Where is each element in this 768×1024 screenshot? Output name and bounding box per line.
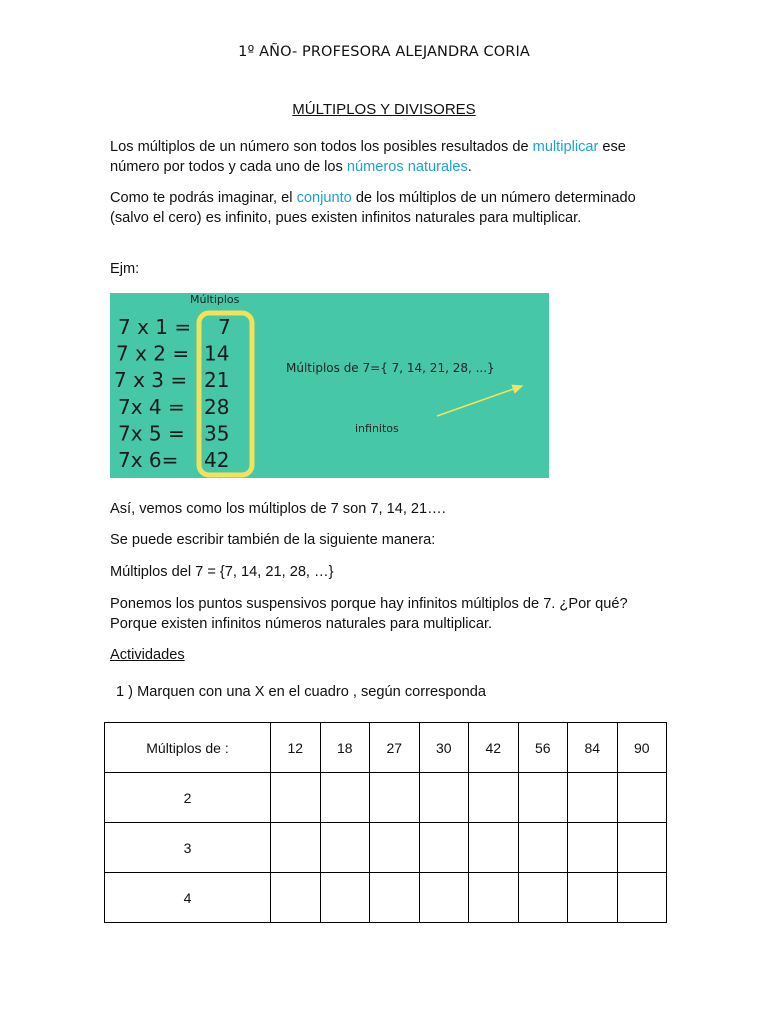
- document-title: MÚLTIPLOS Y DIVISORES: [292, 101, 476, 118]
- multiple-value: 7: [218, 315, 231, 339]
- paragraph-definition: [110, 137, 670, 177]
- answer-cell[interactable]: [419, 873, 469, 923]
- multiples-figure: [110, 293, 549, 478]
- answer-cell[interactable]: [568, 873, 618, 923]
- paragraph-text: ese número por todos y cada uno de los: [110, 139, 626, 175]
- multiplication-expression: 7 x 1 =: [118, 315, 192, 339]
- multiples-set-label: Múltiplos de 7={ 7, 14, 21, 28, ...}: [286, 361, 495, 375]
- answer-cell[interactable]: [271, 873, 321, 923]
- link-multiplicar[interactable]: multiplicar: [532, 139, 599, 155]
- answer-cell[interactable]: [320, 873, 370, 923]
- link-conjunto[interactable]: conjunto: [296, 190, 352, 206]
- paragraph-text: .: [467, 159, 472, 175]
- multiplication-expression: 7x 5 =: [118, 421, 185, 446]
- question-1: 1 ) Marquen con una X en el cuadro , según corresponda: [116, 684, 486, 700]
- answer-cell[interactable]: [419, 773, 469, 823]
- table-column-header: 30: [419, 723, 469, 773]
- activities-heading: Actividades: [110, 647, 185, 663]
- table-column-header: 27: [370, 723, 420, 773]
- multiple-value: 42: [204, 448, 230, 472]
- table-row-label: 2: [105, 773, 271, 823]
- table-row-label: 4: [105, 873, 271, 923]
- paragraph-conclusion: Así, vemos como los múltiplos de 7 son 7, 14, 21….: [110, 501, 446, 517]
- multiple-value: 28: [204, 394, 230, 419]
- answer-cell[interactable]: [469, 873, 519, 923]
- answer-cell[interactable]: [617, 823, 667, 873]
- multiplication-expression: 7x 4 =: [118, 394, 185, 419]
- answer-cell[interactable]: [568, 823, 618, 873]
- multiple-value: 21: [204, 368, 230, 393]
- answer-cell[interactable]: [320, 823, 370, 873]
- paragraph-text: Los múltiplos de un número son todos los posibles resultados de: [110, 139, 533, 155]
- table-column-header: 56: [518, 723, 568, 773]
- multiple-value: 14: [204, 341, 230, 366]
- table-column-header: 18: [320, 723, 370, 773]
- multiples-figure-svg: [110, 293, 549, 478]
- answer-cell[interactable]: [419, 823, 469, 873]
- figure-heading: Múltiplos: [190, 293, 240, 306]
- multiple-value: 35: [204, 421, 230, 446]
- table-column-header: 12: [271, 723, 321, 773]
- table-column-header: 84: [568, 723, 618, 773]
- table-row: [105, 823, 667, 873]
- answer-cell[interactable]: [518, 773, 568, 823]
- table-header-row: [105, 723, 667, 773]
- answer-cell[interactable]: [370, 773, 420, 823]
- answer-cell[interactable]: [617, 773, 667, 823]
- activity-table: [104, 722, 667, 923]
- paragraph-notation: Se puede escribir también de la siguiente manera:: [110, 532, 436, 548]
- answer-cell[interactable]: [370, 823, 420, 873]
- arrow-icon: [437, 386, 522, 416]
- multiplication-expression: 7x 6=: [118, 448, 179, 472]
- answer-cell[interactable]: [518, 873, 568, 923]
- paragraph-set: Múltiplos del 7 = {7, 14, 21, 28, …}: [110, 564, 334, 580]
- infinite-label: infinitos: [355, 422, 399, 435]
- answer-cell[interactable]: [518, 823, 568, 873]
- multiplication-expression: 7 x 2 =: [116, 341, 190, 366]
- table-header-label: Múltiplos de :: [105, 723, 271, 773]
- answer-cell[interactable]: [370, 873, 420, 923]
- answer-cell[interactable]: [469, 773, 519, 823]
- answer-cell[interactable]: [568, 773, 618, 823]
- table-column-header: 42: [469, 723, 519, 773]
- answer-cell[interactable]: [617, 873, 667, 923]
- table-row: [105, 873, 667, 923]
- answer-cell[interactable]: [469, 823, 519, 873]
- figure-rows: [114, 315, 231, 472]
- table-column-header: 90: [617, 723, 667, 773]
- paragraph-text: Como te podrás imaginar, el: [110, 190, 297, 206]
- answer-cell[interactable]: [271, 773, 321, 823]
- table-row: [105, 773, 667, 823]
- paragraph-explanation: Ponemos los puntos suspensivos porque hay infinitos múltiplos de 7. ¿Por qué? Porque existen infinitos números naturales para multiplicar.: [110, 596, 628, 632]
- link-numeros-naturales[interactable]: números naturales: [346, 159, 468, 175]
- answer-cell[interactable]: [320, 773, 370, 823]
- multiplication-expression: 7 x 3 =: [114, 368, 188, 393]
- example-label: Ejm:: [110, 261, 140, 277]
- paragraph-text: de los múltiplos de un número determinado (salvo el cero) es infinito, pues existen infinitos naturales para multiplicar.: [110, 190, 636, 226]
- table-row-label: 3: [105, 823, 271, 873]
- paragraph-infinite: [110, 188, 670, 228]
- answer-cell[interactable]: [271, 823, 321, 873]
- page-header: 1º AÑO- PROFESORA ALEJANDRA CORIA: [238, 44, 530, 60]
